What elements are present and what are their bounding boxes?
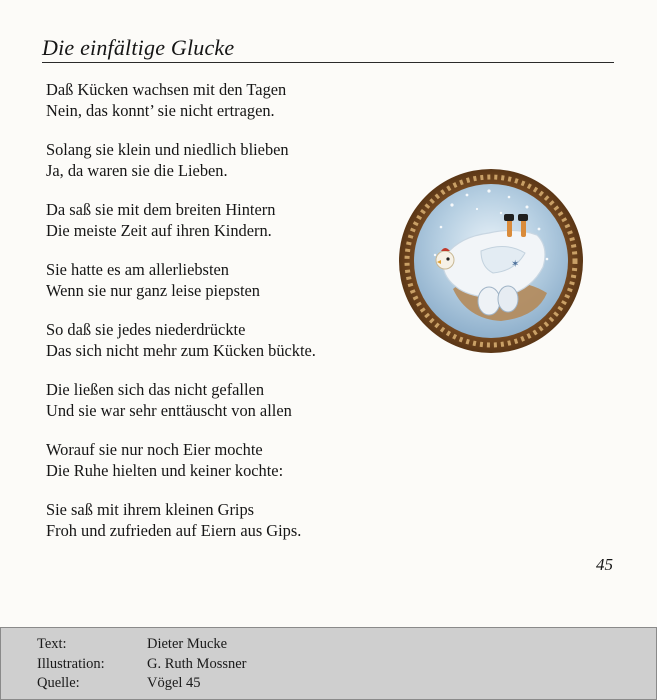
star-mark-icon: ✶ <box>511 259 520 270</box>
poem-body <box>46 80 406 560</box>
poem-line: So daß sie jedes niederdrückte <box>46 320 246 339</box>
poem-line: Froh und zufrieden auf Eiern aus Gips. <box>46 520 302 540</box>
poem-line: Die Ruhe hielten und keiner kochte: <box>46 460 284 480</box>
stanza <box>46 260 406 320</box>
stanza <box>46 440 406 500</box>
credit-label: Quelle: <box>37 675 80 691</box>
hen-on-eggs-illustration <box>397 167 585 355</box>
stanza <box>46 500 406 560</box>
poem-line: Das sich nicht mehr zum Kücken bückte. <box>46 340 316 360</box>
poem-line: Daß Kücken wachsen mit den Tagen <box>46 80 287 99</box>
stanza <box>46 80 406 140</box>
poem-line: Worauf sie nur noch Eier mochte <box>46 440 263 459</box>
poem-line: Sie hatte es am allerliebsten <box>46 260 229 279</box>
stanza <box>46 200 406 260</box>
page-number: 45 <box>596 555 613 574</box>
credit-value: G. Ruth Mossner <box>147 656 247 672</box>
poem-line: Die meiste Zeit auf ihren Kindern. <box>46 220 272 240</box>
poem-line: Solang sie klein und niedlich blieben <box>46 140 289 159</box>
credit-value: Dieter Mucke <box>147 636 228 652</box>
stanza <box>46 140 406 200</box>
poem-line: Sie saß mit ihrem kleinen Grips <box>46 500 255 519</box>
stanza <box>46 320 406 380</box>
poem-title: Die einfältige Glucke <box>42 35 235 60</box>
credits-panel <box>0 627 657 700</box>
title-rule <box>42 62 614 63</box>
credit-value: Vögel 45 <box>147 675 201 691</box>
poem-line: Wenn sie nur ganz leise piepsten <box>46 280 260 300</box>
poem-line: Die ließen sich das nicht gefallen <box>46 380 265 399</box>
stanza <box>46 380 406 440</box>
poem-line: Nein, das konnt’ sie nicht ertragen. <box>46 100 275 120</box>
credit-label: Illustration: <box>37 656 105 672</box>
poem-line: Da saß sie mit dem breiten Hintern <box>46 200 276 219</box>
poem-line: Und sie war sehr enttäuscht von allen <box>46 400 292 420</box>
poem-line: Ja, da waren sie die Lieben. <box>46 160 228 180</box>
credit-label: Text: <box>37 636 67 652</box>
